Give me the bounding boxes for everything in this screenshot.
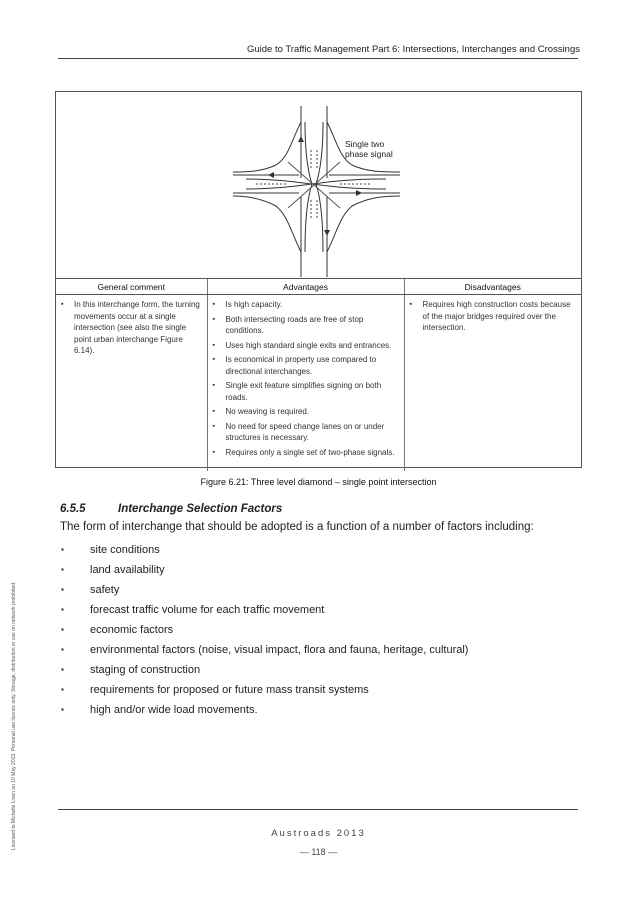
factor-item: ▪ land availability	[60, 560, 468, 580]
interchange-diagram	[56, 92, 581, 278]
disadvantages-cell	[404, 295, 581, 472]
comparison-table	[56, 278, 581, 471]
comparison-table-header-row	[56, 279, 581, 295]
figure-frame	[55, 91, 582, 468]
general-comment-cell	[56, 295, 207, 472]
advantage-item: ▪ Is economical in property use compared to directional interchanges.	[212, 354, 400, 377]
signal-label-line-2: phase signal	[345, 149, 393, 159]
factor-item: ▪ requirements for proposed or future mass transit systems	[60, 680, 468, 700]
signal-label-line-1: Single two	[345, 139, 385, 149]
factor-item: ▪ forecast traffic volume for each traffic movement	[60, 600, 468, 620]
footer-divider	[58, 809, 578, 810]
factor-list	[60, 540, 468, 720]
header-divider	[58, 58, 578, 59]
advantage-item: ▪ No weaving is required.	[212, 406, 400, 418]
interchange-diagram-drawing	[56, 92, 581, 278]
section-intro: The form of interchange that should be adopted is a function of a number of factors including:	[60, 521, 534, 533]
licence-note: Licensed to Michelle Linen on 10 May 2013. Personal use licence only. Storage, distribution or use on network prohibited.	[11, 581, 17, 850]
header-general-comment: General comment	[56, 279, 207, 295]
advantage-item: ▪ Requires only a single set of two-phase signals.	[212, 447, 400, 459]
advantage-item: ▪ Uses high standard single exits and entrances.	[212, 340, 400, 352]
diagram-signal-label	[345, 139, 415, 159]
factor-item: ▪ staging of construction	[60, 660, 468, 680]
figure-caption: Figure 6.21: Three level diamond – single point intersection	[200, 477, 437, 487]
general-comment-item: ▪ In this interchange form, the turning movements occur at a single intersection (see also the single point urban interchange Figure 6.14).	[60, 299, 203, 357]
disadvantage-item: ▪ Requires high construction costs because of the major bridges required over the intersection.	[409, 299, 578, 334]
factor-item: ▪ economic factors	[60, 620, 468, 640]
factor-item: ▪ site conditions	[60, 540, 468, 560]
footer-organisation: Austroads 2013	[271, 828, 366, 839]
header-advantages: Advantages	[207, 279, 404, 295]
page-number: — 118 —	[299, 847, 338, 857]
factor-item: ▪ safety	[60, 580, 468, 600]
advantage-item: ▪ Is high capacity.	[212, 299, 400, 311]
factor-item: ▪ environmental factors (noise, visual impact, flora and fauna, heritage, cultural)	[60, 640, 468, 660]
section-number: 6.5.5	[60, 503, 86, 515]
section-title: Interchange Selection Factors	[118, 503, 283, 515]
factor-item: ▪ high and/or wide load movements.	[60, 700, 468, 720]
advantage-item: ▪ Single exit feature simplifies signing on both roads.	[212, 380, 400, 403]
header-disadvantages: Disadvantages	[404, 279, 581, 295]
comparison-table-row	[56, 295, 581, 472]
running-header: Guide to Traffic Management Part 6: Intersections, Interchanges and Crossings	[246, 44, 580, 55]
advantages-cell	[207, 295, 404, 472]
advantage-item: ▪ Both intersecting roads are free of stop conditions.	[212, 314, 400, 337]
section-heading	[60, 503, 282, 515]
advantage-item: ▪ No need for speed change lanes on or under structures is necessary.	[212, 421, 400, 444]
